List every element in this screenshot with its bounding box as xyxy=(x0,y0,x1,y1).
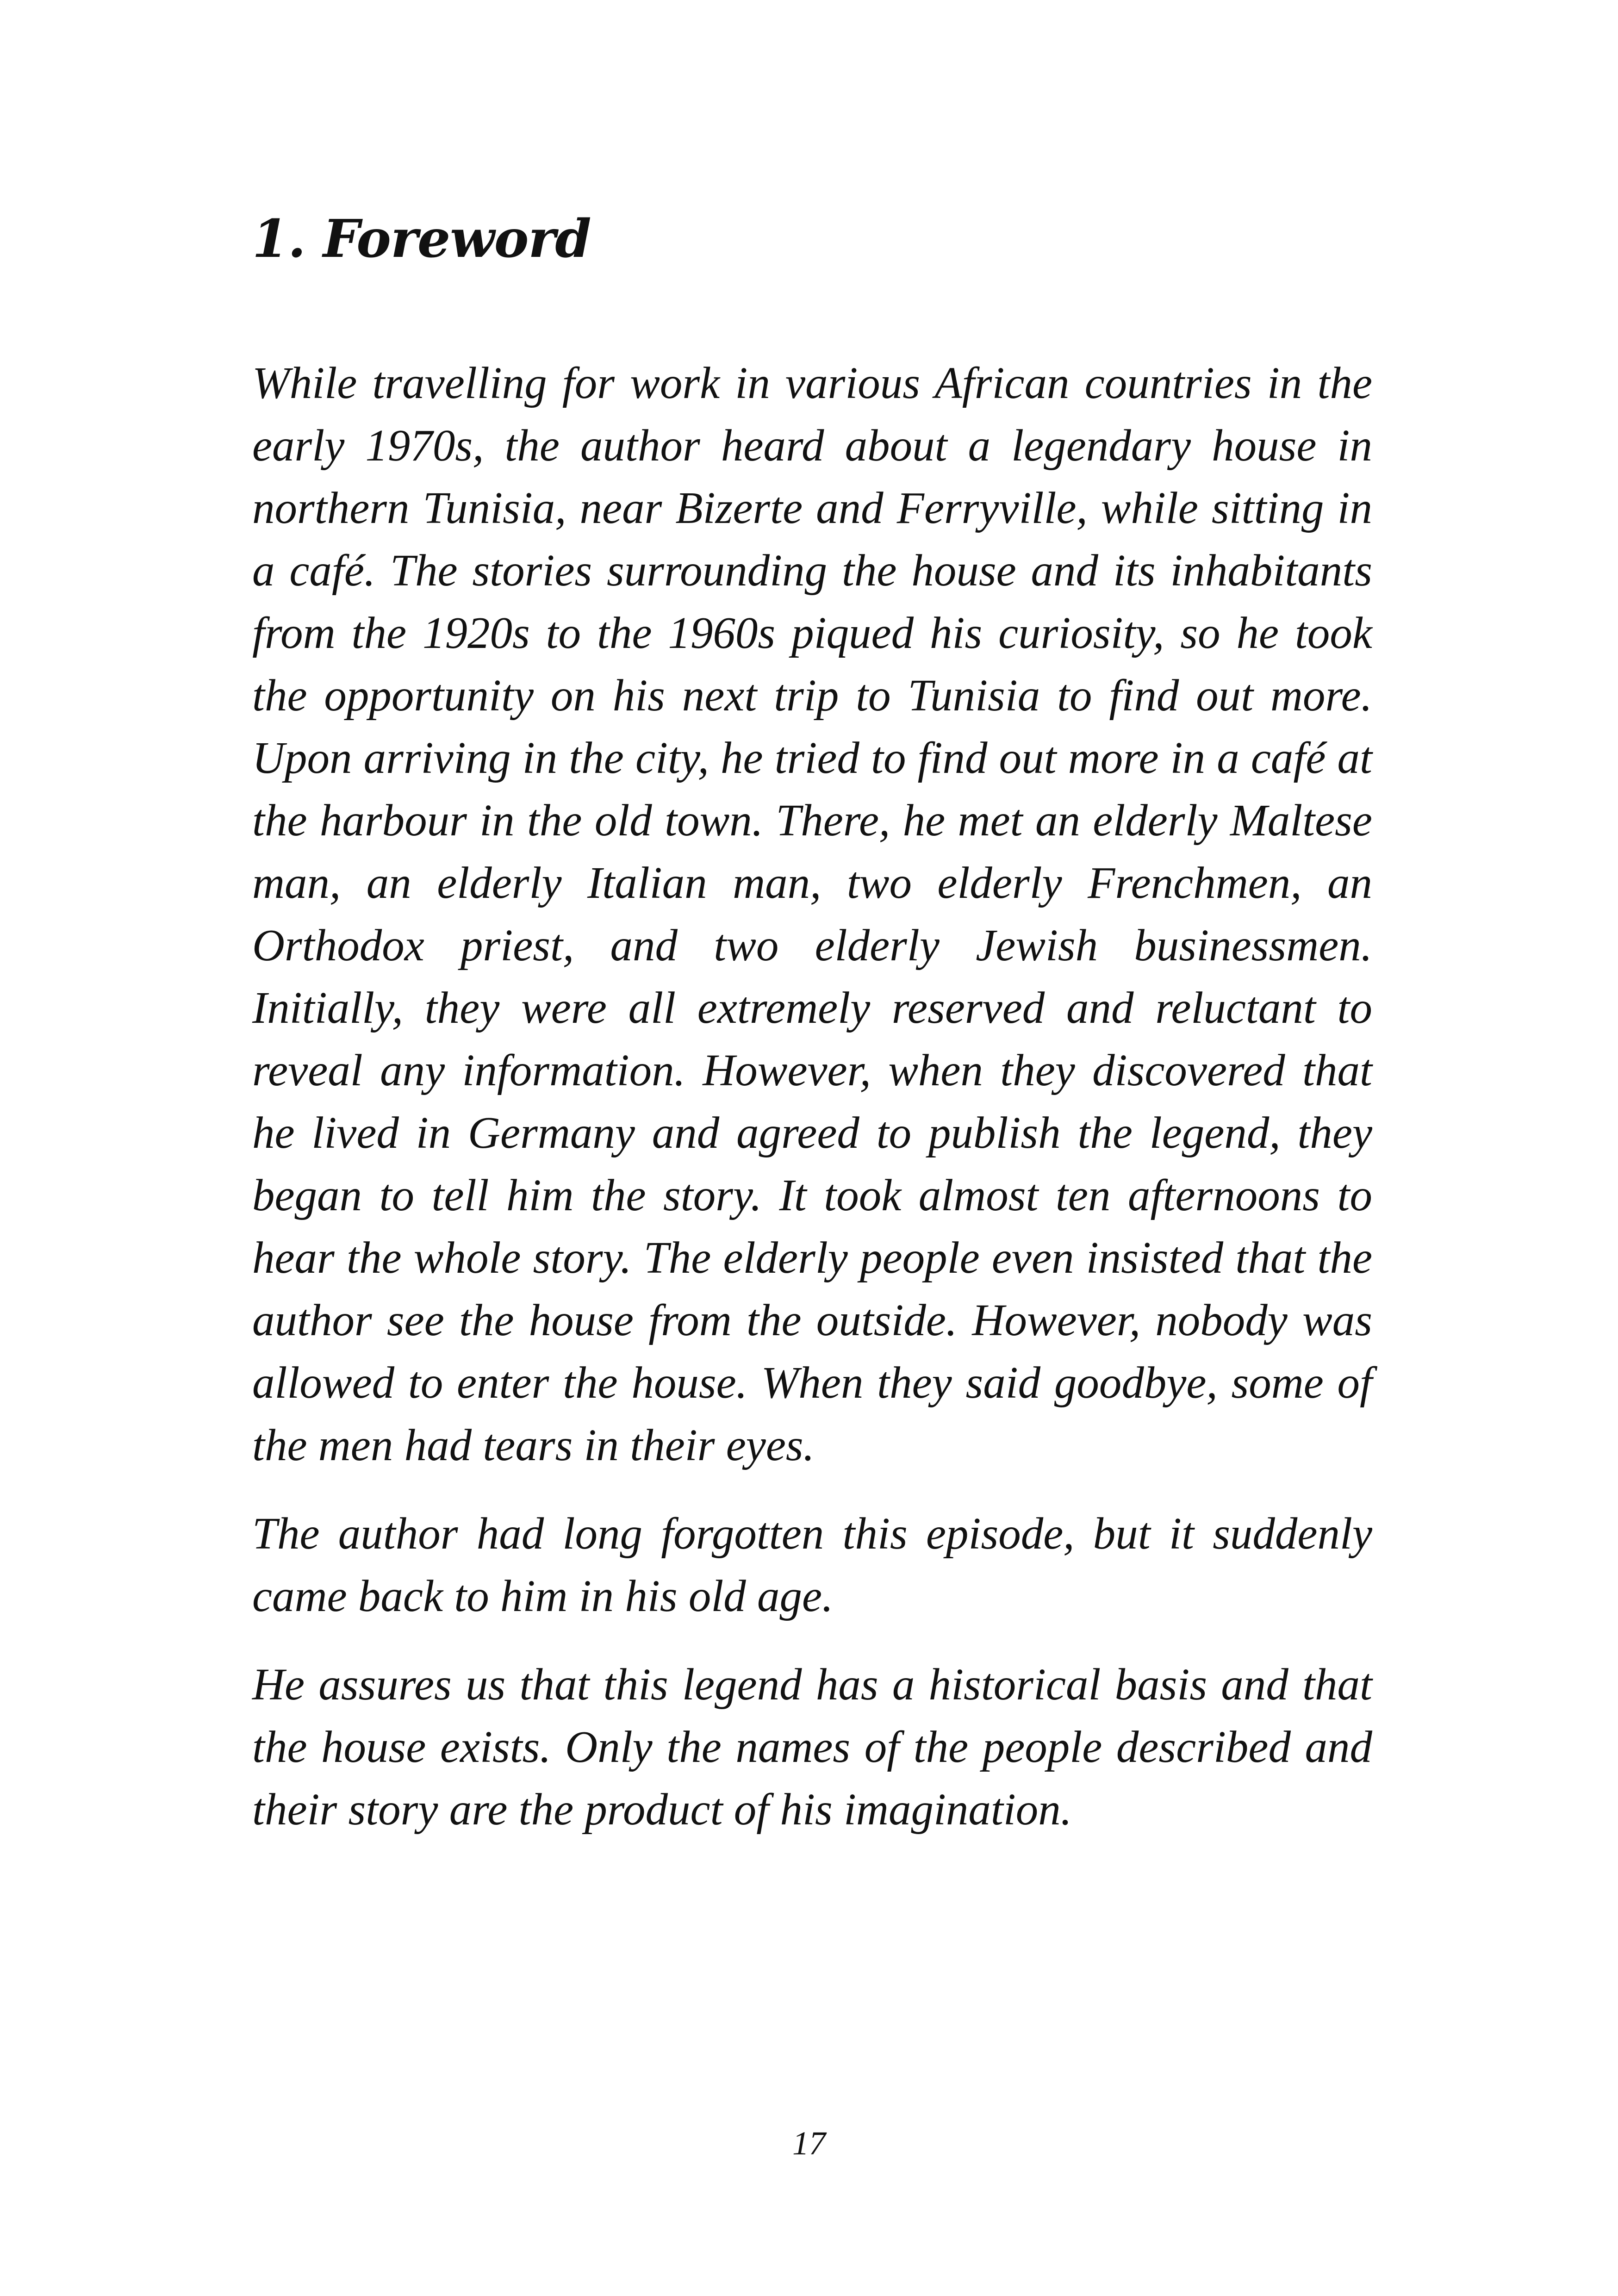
paragraph: He assures us that this legend has a historical basis and that the house exists. Only the names of the people described and their story are the product of his imagination. xyxy=(252,1660,1372,1834)
paragraph: While travelling for work in various African countries in the early 1970s, the author heard about a legendary house in northern Tunisia, near Bizerte and Ferryville, while sitting in a café. The stories surrounding the house and its inhabitants from the 1920s to the 1960s piqued his curiosity, so he took the opportunity on his next trip to Tunisia to find out more. Upon arriving in the city, he tried to find out more in a café at the harbour in the old town. There, he met an elderly Maltese man, an elderly Italian man, two elderly Frenchmen, an Orthodox priest, and two elderly Jewish businessmen. Initially, they were all extremely reserved and reluctant to reveal any information. However, when they discovered that he lived in Germany and agreed to publish the legend, they began to tell him the story. It took almost ten afternoons to hear the whole story. The elderly people even insisted that the author see the house from the outside. However, nobody was allowed to enter the house. When they said goodbye, some of the men had tears in their eyes. xyxy=(252,358,1372,1470)
chapter-body xyxy=(252,352,1372,1867)
page-number: 17 xyxy=(792,2125,826,2162)
chapter-heading: 1. Foreword xyxy=(252,209,591,269)
paragraph: The author had long forgotten this episode, but it suddenly came back to him in his old age. xyxy=(252,1509,1372,1621)
